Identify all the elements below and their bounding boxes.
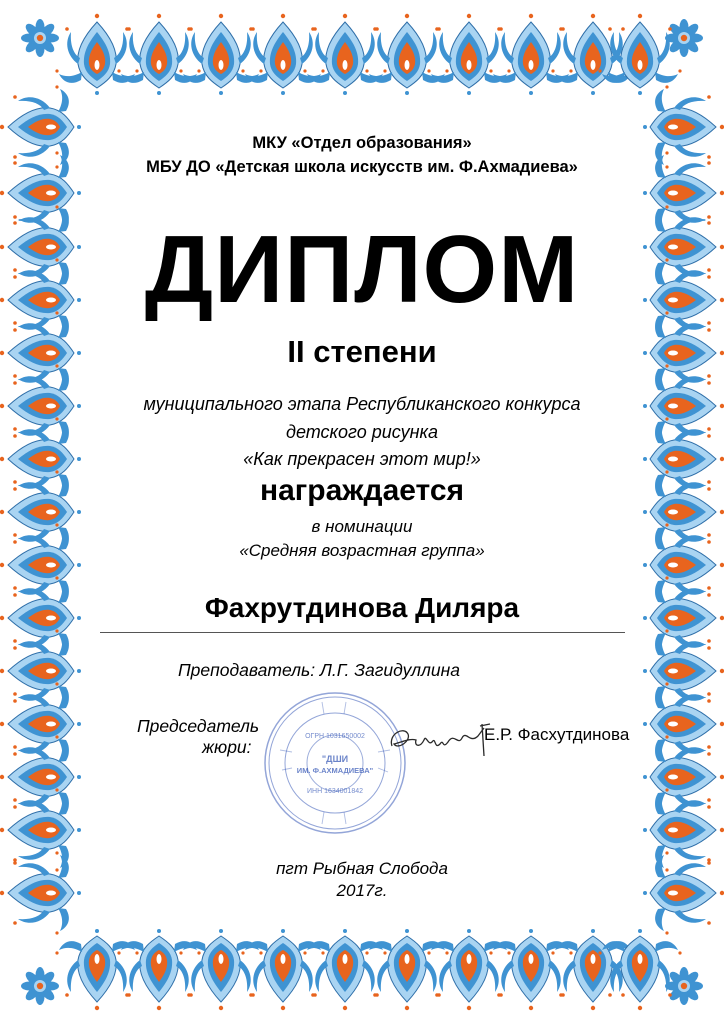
jury-label-line-2: жюри: xyxy=(202,737,252,757)
border-motif-icon xyxy=(427,929,510,1010)
border-motif-icon xyxy=(365,14,448,95)
stamp-center-1: "ДШИ xyxy=(321,754,349,764)
organization-line-2: МБУ ДО «Детская школа искусств им. Ф.Ахмадиева» xyxy=(146,158,578,176)
border-motif-icon xyxy=(241,929,324,1010)
nomination-name: «Средняя возрастная группа» xyxy=(239,541,485,560)
border-motif-icon xyxy=(303,14,386,95)
border-motif-icon xyxy=(179,929,262,1010)
border-motif-icon xyxy=(117,929,200,1010)
organization-line-1: МКУ «Отдел образования» xyxy=(252,134,472,152)
border-motif-icon xyxy=(55,929,138,1010)
corner-flower-icon xyxy=(21,19,59,57)
diploma-title: ДИПЛОМ xyxy=(144,216,580,323)
awarded-heading: награждается xyxy=(259,474,465,507)
border-motif-icon xyxy=(179,14,262,95)
teacher-line: Преподаватель: Л.Г. Загидуллина xyxy=(178,660,460,680)
chairman-signature xyxy=(384,716,494,766)
border-motif-icon xyxy=(55,14,138,95)
corner-flower-icon xyxy=(665,967,703,1005)
border-motif-icon xyxy=(427,14,510,95)
stamp-ogrn: ОГРН 1031650002 xyxy=(305,733,365,740)
stamp-center-2: ИМ. Ф.АХМАДИЕВА" xyxy=(296,766,374,775)
stamp-inn: ИНН 1634001842 xyxy=(306,788,364,795)
event-line-3: «Как прекрасен этот мир!» xyxy=(243,449,481,469)
event-line-1: муниципального этапа Республиканского конкурса xyxy=(143,394,581,414)
diploma-degree: II степени xyxy=(287,334,437,369)
jury-label-line-1: Председатель xyxy=(137,716,260,736)
border-motif-icon xyxy=(303,929,386,1010)
border-motif-icon xyxy=(489,929,572,1010)
footer-place: пгт Рыбная Слобода xyxy=(276,859,448,878)
corner-flower-icon xyxy=(665,19,703,57)
name-underline xyxy=(100,632,625,633)
border-motif-icon xyxy=(241,14,324,95)
border-motif-icon xyxy=(117,14,200,95)
jury-chair-name: Е.Р. Фасхутдинова xyxy=(484,725,630,744)
event-line-2: детского рисунка xyxy=(286,422,438,442)
corner-flower-icon xyxy=(21,967,59,1005)
recipient-name: Фахрутдинова Диляра xyxy=(204,592,520,623)
nomination-label: в номинации xyxy=(311,517,413,536)
border-motif-icon xyxy=(489,14,572,95)
border-motif-icon xyxy=(365,929,448,1010)
footer-year: 2017г. xyxy=(336,881,388,900)
